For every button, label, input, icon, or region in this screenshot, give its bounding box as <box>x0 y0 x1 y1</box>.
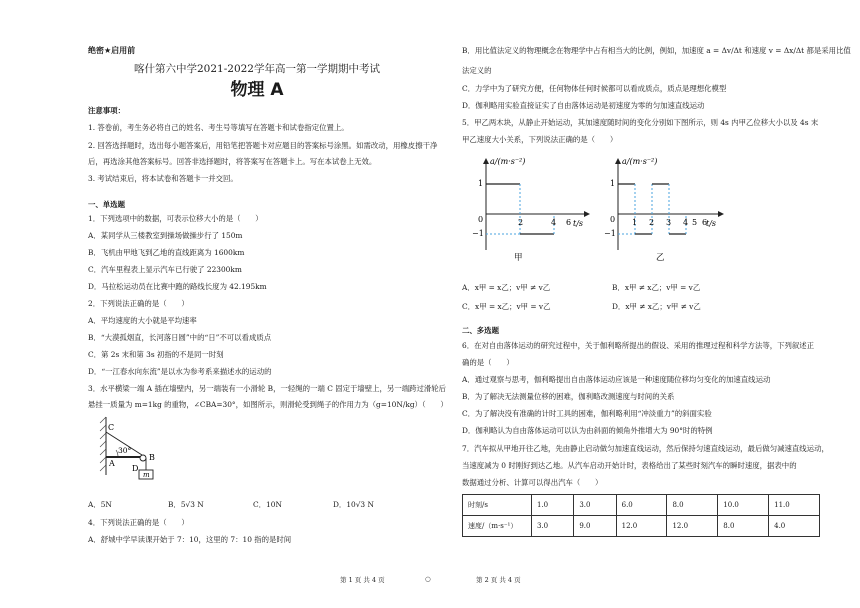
question-1-option-a: A．某同学从三楼教室到操场做操步行了 150m <box>88 231 243 240</box>
graph-jia <box>466 150 596 262</box>
question-5-stem: 甲乙速度大小关系，下列说法正确的是（ ） <box>462 135 618 144</box>
question-4-option-b-cont: 法定义的 <box>462 66 492 75</box>
question-2-option-d: D．“一江春水向东流”是以水为参考系来描述水的运动的 <box>88 367 272 376</box>
y-axis-arrow <box>483 158 489 164</box>
question-2-stem: 2．下列说法正确的是（ ） <box>88 299 189 308</box>
question-4-stem: 4．下列说法正确的是（ ） <box>88 518 189 527</box>
question-3-option-c: C．10N <box>253 500 282 509</box>
x-tick-label: 2 <box>518 218 524 227</box>
x-tick-label: 4 <box>683 218 689 227</box>
subject-title: 物理 A <box>230 80 284 100</box>
question-1-option-d: D．马拉松运动员在比赛中跑的路线长度为 42.195km <box>88 282 267 291</box>
question-3-stem: 3．水平横梁一端 A 插在墙壁内，另一端装有一小滑轮 B，一轻绳的一端 C 固定于墙壁上，另一端跨过滑轮后 <box>88 384 447 393</box>
table-cell: 4.0 <box>769 516 820 537</box>
graph-yi <box>598 150 730 262</box>
label-c: C <box>108 423 115 432</box>
question-1-option-b: B．飞机由甲地飞到乙地的直线距离为 1600km <box>88 248 245 257</box>
y-tick-neg1: −1 <box>604 229 616 238</box>
x-tick-label: 6 <box>702 218 708 227</box>
question-6-option-b: B．为了解决无法测量位移的困难，伽利略改测速度与时间的关系 <box>462 392 675 401</box>
x-tick-label: 2 <box>649 218 655 227</box>
question-3-option-d: D．10√3 N <box>333 500 374 509</box>
question-2-option-c: C．第 2s 末和第 3s 初指的不是同一时刻 <box>88 350 224 359</box>
x-tick-label: 4 <box>551 218 557 227</box>
notes-heading: 注意事项： <box>88 106 125 115</box>
table-cell: 11.0 <box>769 495 820 516</box>
section-heading-single-choice: 一、单选题 <box>88 200 125 209</box>
label-d: D <box>132 464 139 473</box>
question-6-option-a: A．通过观察与思考，伽利略提出自由落体运动应该是一种速度随位移均匀变化的加速直线运动 <box>462 375 771 384</box>
label-b: B <box>149 453 155 462</box>
question-5-option-b: B．x甲 ≠ x乙；v甲 = v乙 <box>612 283 701 292</box>
table-cell: 9.0 <box>574 516 616 537</box>
origin-label: 0 <box>478 215 484 224</box>
question-4-option-a: A．舒城中学早读课开始于 7：10，这里的 7：10 指的是时间 <box>88 535 292 544</box>
table-row <box>463 495 820 516</box>
speed-table <box>462 494 820 537</box>
pulley-wheel <box>140 455 146 461</box>
caption-yi: 乙 <box>656 253 665 262</box>
y-tick-neg1: −1 <box>472 229 484 238</box>
question-4-option-b: B．用比值法定义的物理概念在物理学中占有相当大的比例，例如，加速度 a = Δv/Δt 和速度 v = Δx/Δt 都是采用比值 <box>462 46 851 55</box>
note-line: 1. 答卷前，考生务必将自己的姓名、考生号等填写在答题卡和试卷指定位置上。 <box>88 123 349 132</box>
question-1-option-c: C．汽车里程表上显示汽车已行驶了 22300km <box>88 265 242 274</box>
pulley-figure <box>96 413 168 485</box>
table-cell: 速度/（m·s⁻¹） <box>463 516 532 537</box>
question-1-stem: 1．下列选项中的数据，可表示位移大小的是（ ） <box>88 214 263 223</box>
question-3-option-b: B．5√3 N <box>168 500 204 509</box>
table-cell: 3.0 <box>574 495 616 516</box>
label-m: m <box>143 471 150 479</box>
x-axis-arrow <box>584 211 590 217</box>
question-7-stem: 当速度减为 0 时刚好到达乙地。从汽车启动开始计时，表格给出了某些时刻汽车的瞬时速度，据表中的 <box>462 461 797 470</box>
label-a: A <box>109 459 115 468</box>
question-4-option-d: D．伽利略用实验直接证实了自由落体运动是初速度为零的匀加速直线运动 <box>462 101 705 110</box>
page-center-mark: ○ <box>425 575 431 583</box>
table-row <box>463 516 820 537</box>
note-line: 后，再选涂其他答案标号。回答非选择题时，将答案写在答题卡上。写在本试卷上无效。 <box>88 157 377 166</box>
note-line: 2. 回答选择题时，选出每小题答案后，用铅笔把答题卡对应题目的答案标号涂黑。如需改动，用橡皮擦干净 <box>88 141 438 150</box>
question-5-option-c: C．x甲 = x乙；v甲 = v乙 <box>462 302 551 311</box>
table-cell: 时刻/s <box>463 495 532 516</box>
note-line: 3. 考试结束后，将本试卷和答题卡一并交回。 <box>88 174 238 183</box>
table-cell: 12.0 <box>616 516 667 537</box>
x-axis-label: t/s <box>706 219 717 228</box>
question-7-stem: 数据通过分析、计算可以得出汽车（ ） <box>462 478 603 487</box>
table-cell: 3.0 <box>532 516 574 537</box>
question-6-stem: 确的是（ ） <box>462 358 514 367</box>
question-5-stem: 5．甲乙两木块，从静止开始运动，其加速度随时间的变化分别如下图所示，则 4s 内甲乙位移大小以及 4s 末 <box>462 118 819 127</box>
question-3-option-a: A．5N <box>88 500 112 509</box>
question-6-option-c: C．为了解决没有准确的计时工具的困难，伽利略利用“冲淡重力”的斜面实验 <box>462 409 712 418</box>
page-number-left: 第 1 页 共 4 页 <box>340 576 385 584</box>
wall-hatching <box>100 417 106 471</box>
question-4-option-c: C．力学中为了研究方便，任何物体任何时候都可以看成质点，质点是理想化模型 <box>462 84 727 93</box>
question-6-stem: 6．在对自由落体运动的研究过程中，关于伽利略所提出的假设、采用的推理过程和科学方法等，下列叙述正 <box>462 341 815 350</box>
table-cell: 6.0 <box>616 495 667 516</box>
question-6-option-d: D．伽利略认为自由落体运动可以认为由斜面的倾角外推增大为 90°时的特例 <box>462 426 713 435</box>
question-5-option-a: A．x甲 = x乙；v甲 ≠ v乙 <box>462 283 551 292</box>
x-tick-label: 3 <box>666 218 672 227</box>
question-2-option-a: A．平均速度的大小就是平均速率 <box>88 316 197 325</box>
table-cell: 1.0 <box>532 495 574 516</box>
question-5-option-d: D．x甲 ≠ x乙；v甲 ≠ v乙 <box>612 302 701 311</box>
y-tick-1: 1 <box>610 179 616 188</box>
secret-mark: 绝密★启用前 <box>88 46 136 55</box>
table-cell: 8.0 <box>667 495 718 516</box>
y-tick-1: 1 <box>478 179 484 188</box>
section-heading-multi-choice: 二、多选题 <box>462 326 499 335</box>
x-tick-label: 6 <box>566 218 572 227</box>
x-axis-label: t/s <box>573 219 584 228</box>
y-axis-arrow <box>615 158 621 164</box>
question-3-stem: 悬挂一质量为 m=1kg 的重物，∠CBA=30°，如图所示，则滑轮受到绳子的作用力为（g=10N/kg）（ ） <box>88 400 448 409</box>
y-axis-label: a/(m·s⁻²) <box>622 157 658 166</box>
table-cell: 10.0 <box>718 495 769 516</box>
exam-title: 喀什第六中学2021-2022学年高一第一学期期中考试 <box>134 63 380 75</box>
question-7-stem: 7．汽车拟从甲地开往乙地，先由静止启动做匀加速直线运动，然后保持匀速直线运动，最后做匀减速直线运动， <box>462 444 829 453</box>
x-tick-label: 1 <box>632 218 638 227</box>
question-2-option-b: B．“大漠孤烟直，长河落日圆”中的“日”不可以看成质点 <box>88 333 272 342</box>
caption-jia: 甲 <box>514 253 523 262</box>
page-number-right: 第 2 页 共 4 页 <box>476 576 521 584</box>
x-tick-label: 5 <box>692 218 698 227</box>
table-cell: 12.0 <box>667 516 718 537</box>
label-angle: 30° <box>118 446 132 455</box>
origin-label: 0 <box>610 215 616 224</box>
table-cell: 8.0 <box>718 516 769 537</box>
x-axis-arrow <box>718 211 724 217</box>
y-axis-label: a/(m·s⁻²) <box>490 157 526 166</box>
